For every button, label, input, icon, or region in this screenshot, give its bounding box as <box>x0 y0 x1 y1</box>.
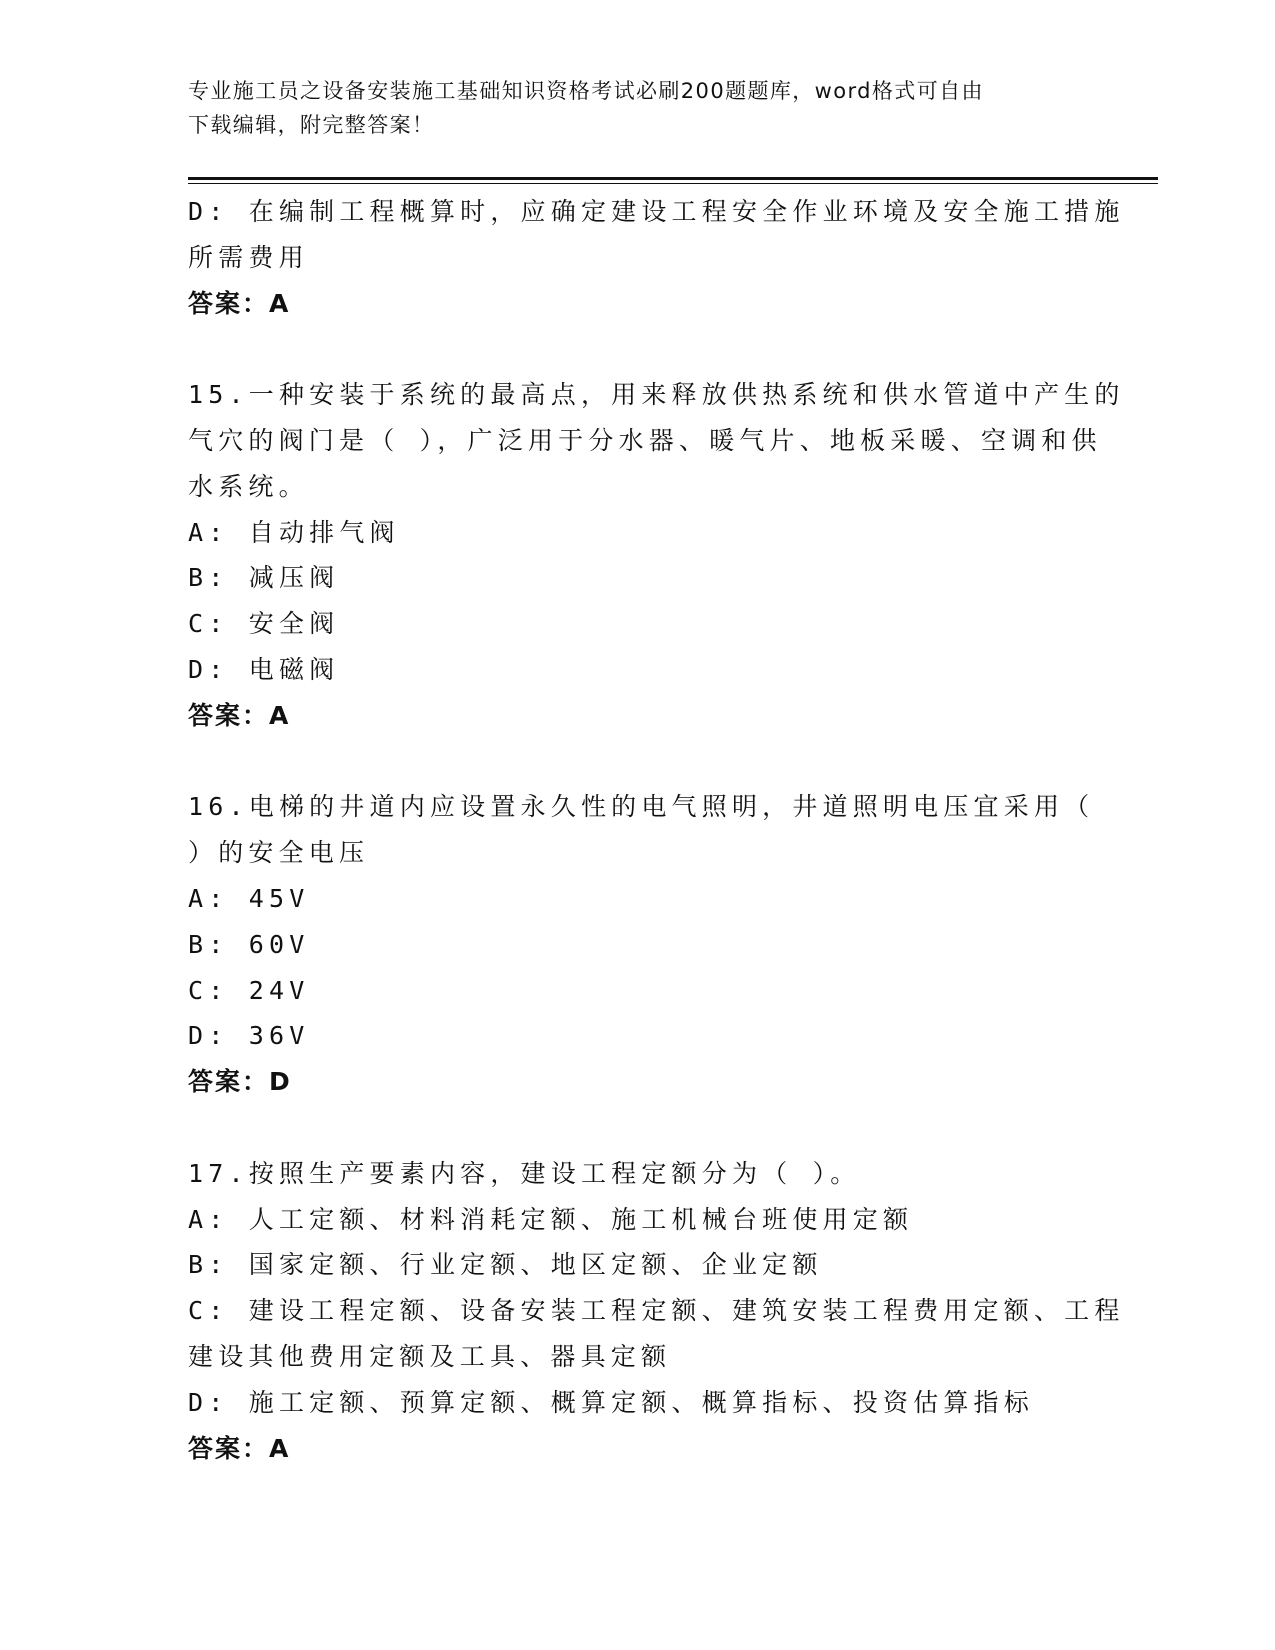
question-stem-line: 气穴的阀门是（ ），广泛用于分水器、暖气片、地板采暖、空调和供 <box>188 425 1102 455</box>
question-stem-line: 水系统。 <box>188 471 309 501</box>
answer-line: 答案：A <box>188 288 291 318</box>
question-stem-line: 15.一种安装于系统的最高点，用来释放供热系统和供水管道中产生的 <box>188 380 1125 410</box>
option-d: D: 电磁阀 <box>188 654 340 684</box>
option-a: A: 45V <box>188 883 310 913</box>
option-c: C: 安全阀 <box>188 609 340 639</box>
header-divider-thick <box>188 177 1158 180</box>
option-d: D: 在编制工程概算时，应确定建设工程安全作业环境及安全施工措施 <box>188 197 1125 226</box>
option-a: A: 自动排气阀 <box>188 517 400 547</box>
header-title-line-1: 专业施工员之设备安装施工基础知识资格考试必刷200题题库，word格式可自由 <box>188 79 984 103</box>
spacer <box>188 739 1093 785</box>
question-16 <box>188 784 1093 1105</box>
question-stem-line: ）的安全电压 <box>188 838 370 868</box>
question-list <box>188 189 1125 1471</box>
question-stem-line: 16.电梯的井道内应设置永久性的电气照明，井道照明电压宜采用（ <box>188 792 1095 822</box>
spacer <box>188 1105 1093 1151</box>
header-divider-thin <box>188 183 1158 184</box>
answer-line: 答案：D <box>188 1067 292 1097</box>
option-c-continued: 建设其他费用定额及工具、器具定额 <box>188 1341 672 1371</box>
option-d-continued: 所需费用 <box>188 242 309 272</box>
option-c: C: 建设工程定额、设备安装工程定额、建筑安装工程费用定额、工程 <box>188 1296 1125 1326</box>
option-b: B: 国家定额、行业定额、地区定额、企业定额 <box>188 1250 823 1280</box>
header-title-line-2: 下载编辑，附完整答案！ <box>188 113 435 137</box>
question-15 <box>188 372 1125 738</box>
option-c: C: 24V <box>188 975 310 1005</box>
spacer <box>188 326 1093 372</box>
question-17 <box>188 1151 1125 1472</box>
option-d: D: 施工定额、预算定额、概算定额、概算指标、投资估算指标 <box>188 1387 1034 1417</box>
answer-line: 答案：A <box>188 700 291 730</box>
option-b: B: 60V <box>188 929 310 959</box>
question-14-tail <box>188 189 1125 326</box>
option-d: D: 36V <box>188 1021 310 1051</box>
page-header <box>188 74 1078 142</box>
option-a: A: 人工定额、材料消耗定额、施工机械台班使用定额 <box>188 1204 914 1234</box>
option-b: B: 减压阀 <box>188 563 340 593</box>
question-stem-line: 17.按照生产要素内容，建设工程定额分为（ ）。 <box>188 1158 861 1188</box>
answer-line: 答案：A <box>188 1433 291 1463</box>
